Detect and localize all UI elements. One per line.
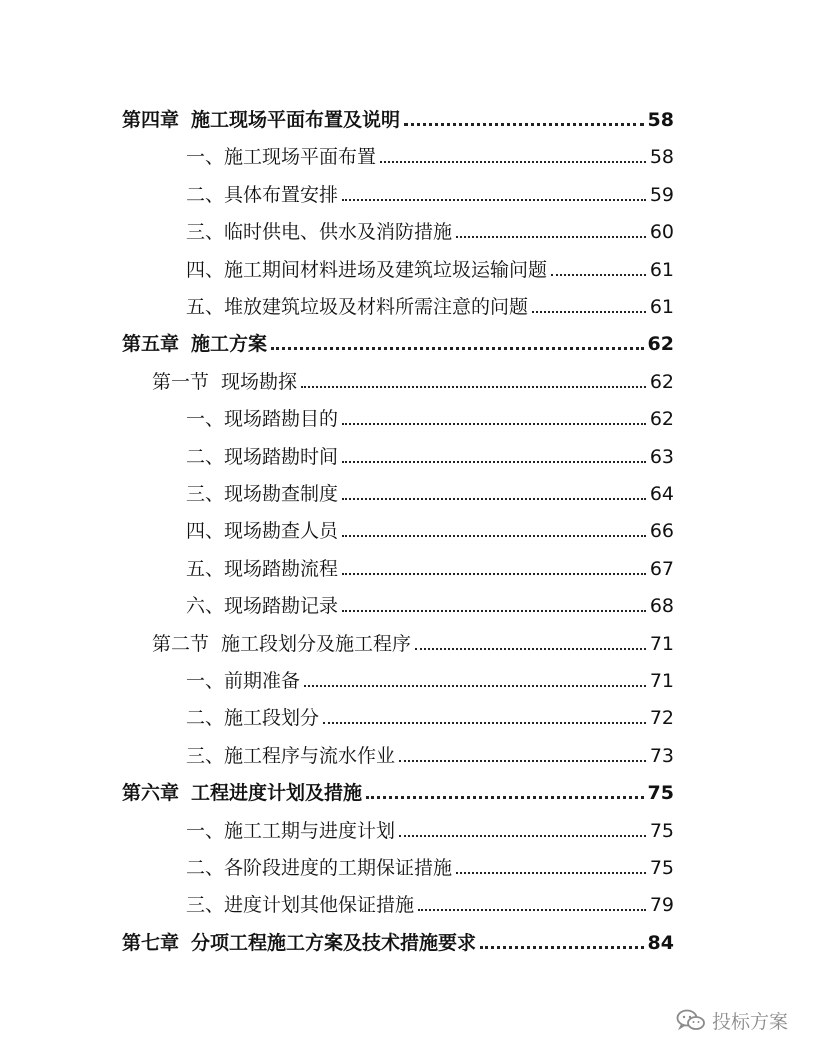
toc-entry-label: 第二节 xyxy=(152,632,210,655)
dot-leader xyxy=(271,347,644,350)
toc-entry-text: 一、前期准备 xyxy=(186,670,301,692)
toc-page-number: 60 xyxy=(649,221,674,244)
toc-page-number: 84 xyxy=(647,931,674,954)
toc-entry-title xyxy=(186,893,414,917)
toc-section-entry[interactable] xyxy=(152,364,674,394)
toc-entry-title xyxy=(152,370,297,394)
toc-entry-text: 六、现场踏勘记录 xyxy=(186,595,339,618)
toc-page-number: 71 xyxy=(649,632,674,655)
toc-page-number: 72 xyxy=(649,707,674,730)
toc-entry-text: 二、各阶段进度的工期保证措施 xyxy=(186,857,453,879)
dot-leader xyxy=(342,498,646,500)
toc-item-entry[interactable] xyxy=(186,738,674,768)
toc-page-number: 62 xyxy=(649,408,674,431)
toc-item-entry[interactable] xyxy=(186,513,674,543)
dot-leader xyxy=(532,311,646,313)
toc-item-entry[interactable] xyxy=(186,401,674,431)
toc-entry-title xyxy=(186,856,452,880)
toc-page-number: 61 xyxy=(649,296,674,318)
toc-entry-text: 一、现场踏勘目的 xyxy=(186,408,339,431)
toc-section-entry[interactable] xyxy=(152,626,674,656)
toc-entry-title xyxy=(186,183,338,207)
toc-item-entry[interactable] xyxy=(186,139,674,169)
dot-leader xyxy=(456,236,646,238)
toc-entry-title xyxy=(186,407,338,431)
dot-leader xyxy=(342,610,646,612)
dot-leader xyxy=(342,199,646,201)
watermark xyxy=(676,1006,788,1034)
toc-item-entry[interactable] xyxy=(186,214,674,244)
toc-page-number: 64 xyxy=(649,483,674,505)
toc-entry-title xyxy=(122,332,267,356)
toc-page-number: 58 xyxy=(649,146,674,169)
toc-page-number: 62 xyxy=(649,370,674,393)
toc-entry-text: 三、现场勘查制度 xyxy=(186,483,339,505)
toc-entry-text: 现场勘探 xyxy=(221,370,298,393)
toc-entry-label: 第七章 xyxy=(122,931,180,954)
toc-page-number: 67 xyxy=(649,557,674,580)
toc-item-entry[interactable] xyxy=(186,588,674,618)
toc-page-number: 59 xyxy=(649,183,674,206)
toc-chapter-entry[interactable] xyxy=(122,326,674,356)
toc-page-number: 58 xyxy=(647,109,674,131)
toc-item-entry[interactable] xyxy=(186,813,674,843)
toc-entry-title xyxy=(186,258,547,282)
toc-entry-text: 四、施工期间材料进场及建筑垃圾运输问题 xyxy=(186,258,548,281)
toc-chapter-entry[interactable] xyxy=(122,925,674,955)
dot-leader xyxy=(342,423,646,425)
toc-entry-label: 第四章 xyxy=(122,109,180,131)
dot-leader xyxy=(551,274,646,276)
dot-leader xyxy=(323,722,646,724)
toc-entry-text: 一、施工现场平面布置 xyxy=(186,146,377,169)
toc-entry-title xyxy=(186,519,338,543)
toc-entry-text: 施工现场平面布置及说明 xyxy=(191,109,401,131)
toc-entry-text: 四、现场勘查人员 xyxy=(186,520,339,543)
toc-item-entry[interactable] xyxy=(186,887,674,917)
toc-page-number: 75 xyxy=(649,857,674,879)
toc-entry-text: 分项工程施工方案及技术措施要求 xyxy=(191,931,477,954)
toc-page-number: 71 xyxy=(649,670,674,692)
toc-entry-title xyxy=(122,931,476,955)
toc-entry-title xyxy=(186,819,395,843)
toc-item-entry[interactable] xyxy=(186,700,674,730)
dot-leader xyxy=(399,835,646,837)
toc-item-entry[interactable] xyxy=(186,663,674,693)
toc-entry-title xyxy=(186,744,395,768)
toc-entry-label: 第一节 xyxy=(152,370,210,393)
toc-entry-text: 三、进度计划其他保证措施 xyxy=(186,894,415,917)
toc-page-number: 66 xyxy=(649,520,674,543)
toc-page-number: 63 xyxy=(649,445,674,468)
toc-entry-title xyxy=(186,557,338,581)
dot-leader xyxy=(366,796,644,799)
toc-entry-text: 五、现场踏勘流程 xyxy=(186,557,339,580)
toc-item-entry[interactable] xyxy=(186,439,674,469)
watermark-text: 投标方案 xyxy=(712,1010,789,1033)
toc-entry-text: 一、施工工期与进度计划 xyxy=(186,819,396,842)
toc-page-number: 73 xyxy=(649,744,674,767)
dot-leader xyxy=(342,461,646,463)
toc-chapter-entry[interactable] xyxy=(122,775,674,805)
toc-entry-text: 工程进度计划及措施 xyxy=(191,782,363,805)
toc-entry-text: 二、具体布置安排 xyxy=(186,183,339,206)
toc-entry-title xyxy=(186,145,376,169)
toc-entry-text: 施工段划分及施工程序 xyxy=(221,632,412,655)
dot-leader xyxy=(301,386,646,388)
toc-entry-title xyxy=(186,220,452,244)
dot-leader xyxy=(415,648,646,650)
dot-leader xyxy=(480,946,644,949)
toc-entry-label: 第五章 xyxy=(122,333,180,356)
toc-page-number: 79 xyxy=(649,894,674,917)
toc-entry-title xyxy=(186,482,338,506)
toc-entry-title xyxy=(152,632,411,656)
toc-entry-title xyxy=(122,781,362,805)
dot-leader xyxy=(404,123,644,126)
toc-item-entry[interactable] xyxy=(186,177,674,207)
dot-leader xyxy=(342,535,646,537)
toc-entry-text: 三、临时供电、供水及消防措施 xyxy=(186,221,453,244)
toc-item-entry[interactable] xyxy=(186,850,674,880)
dot-leader xyxy=(304,685,646,687)
dot-leader xyxy=(342,573,646,575)
toc-entry-title xyxy=(122,108,400,132)
toc-entry-text: 三、施工程序与流水作业 xyxy=(186,744,396,767)
toc-chapter-entry[interactable] xyxy=(122,102,674,132)
wechat-icon xyxy=(676,1008,706,1032)
toc-entry-text: 二、现场踏勘时间 xyxy=(186,445,339,468)
toc-item-entry[interactable] xyxy=(186,252,674,282)
toc-entry-label: 第六章 xyxy=(122,782,180,805)
dot-leader xyxy=(456,872,646,874)
toc-entry-title xyxy=(186,295,528,319)
toc-entry-text: 二、施工段划分 xyxy=(186,707,320,730)
dot-leader xyxy=(399,760,646,762)
toc-item-entry[interactable] xyxy=(186,551,674,581)
dot-leader xyxy=(418,909,646,911)
toc-page-number: 68 xyxy=(649,595,674,618)
toc-entry-title xyxy=(186,669,300,693)
toc-entry-title xyxy=(186,445,338,469)
toc-item-entry[interactable] xyxy=(186,289,674,319)
toc-page-number: 62 xyxy=(647,333,674,356)
dot-leader xyxy=(380,161,646,163)
toc-item-entry[interactable] xyxy=(186,476,674,506)
toc-entry-text: 五、堆放建筑垃圾及材料所需注意的问题 xyxy=(186,296,529,318)
toc-page-number: 75 xyxy=(649,819,674,842)
toc-entry-text: 施工方案 xyxy=(191,333,268,356)
toc-page-number: 75 xyxy=(647,782,674,805)
toc-page-number: 61 xyxy=(649,258,674,281)
toc-entry-title xyxy=(186,594,338,618)
toc-entry-title xyxy=(186,706,319,730)
